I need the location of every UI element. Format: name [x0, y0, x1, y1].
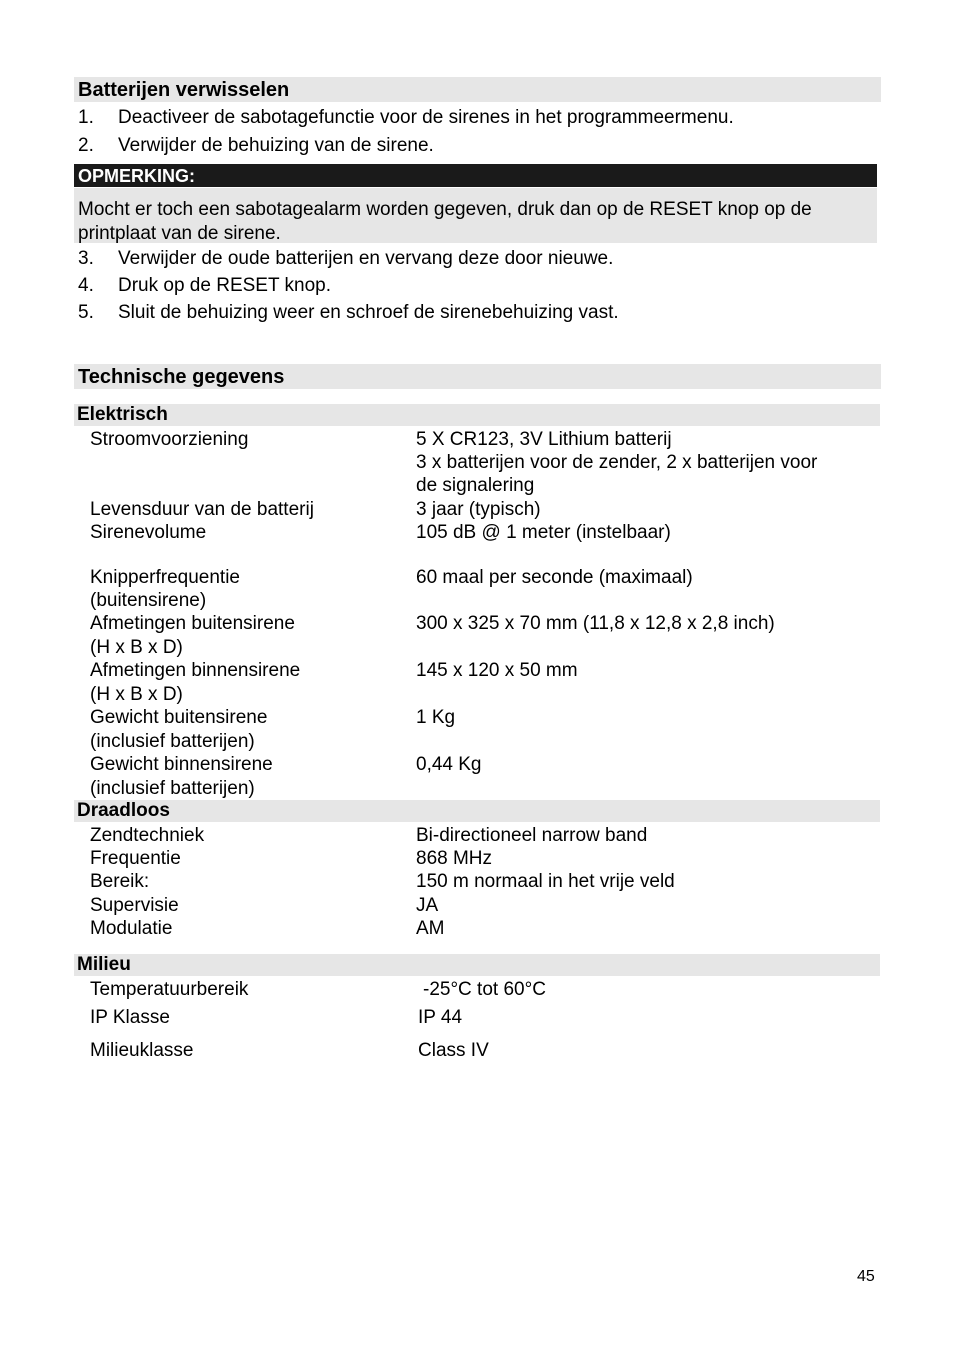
spec-label: Temperatuurbereik — [90, 979, 249, 1000]
spec-label: Afmetingen buitensirene — [90, 613, 295, 634]
section-heading-battery: Batterijen verwisselen — [74, 77, 881, 102]
spec-value: 300 x 325 x 70 mm (11,8 x 12,8 x 2,8 inch) — [416, 613, 775, 634]
note-title: OPMERKING: — [74, 164, 877, 187]
spec-value: JA — [416, 895, 439, 916]
list-item — [78, 247, 878, 271]
spec-label: Sirenevolume — [90, 522, 207, 543]
spec-value: 60 maal per seconde (maximaal) — [416, 567, 693, 588]
spec-value: -25°C tot 60°C — [423, 979, 546, 1000]
page-number: 45 — [857, 1268, 875, 1285]
note-text: Mocht er toch een sabotagealarm worden gegeven, druk dan op de RESET knop op de printplaat van de sirene. — [74, 188, 877, 243]
subheading-wireless: Draadloos — [74, 800, 880, 822]
spec-label: Gewicht buitensirene — [90, 707, 268, 728]
spec-label: (H x B x D) — [90, 684, 183, 705]
spec-label: (inclusief batterijen) — [90, 778, 255, 799]
spec-value: AM — [416, 918, 445, 939]
spec-label: Supervisie — [90, 895, 179, 916]
spec-value: 150 m normaal in het vrije veld — [416, 871, 675, 892]
list-number: 4. — [78, 275, 94, 296]
spec-label: Gewicht binnensirene — [90, 754, 273, 775]
spec-label: Levensduur van de batterij — [90, 499, 314, 520]
spec-value: 3 jaar (typisch) — [416, 499, 541, 520]
list-text: Druk op de RESET knop. — [118, 275, 331, 296]
spec-label: Modulatie — [90, 918, 173, 939]
spec-label: (inclusief batterijen) — [90, 731, 255, 752]
spec-label: Afmetingen binnensirene — [90, 660, 301, 681]
subheading-environment: Milieu — [74, 954, 880, 976]
list-number: 5. — [78, 302, 94, 323]
list-text: Verwijder de oude batterijen en vervang deze door nieuwe. — [118, 248, 614, 269]
spec-label: (H x B x D) — [90, 637, 183, 658]
spec-value: Bi-directioneel narrow band — [416, 825, 648, 846]
spec-label: IP Klasse — [90, 1007, 170, 1028]
subheading-electrical: Elektrisch — [74, 404, 880, 426]
list-text: Verwijder de behuizing van de sirene. — [118, 135, 434, 156]
spec-label: Knipperfrequentie — [90, 567, 240, 588]
section-heading-tech: Technische gegevens — [74, 364, 881, 389]
spec-label: Milieuklasse — [90, 1040, 194, 1061]
spec-value: 5 X CR123, 3V Lithium batterij — [416, 429, 672, 450]
list-number: 2. — [78, 135, 94, 156]
spec-value: 868 MHz — [416, 848, 493, 869]
spec-label: (buitensirene) — [90, 590, 207, 611]
list-item — [78, 134, 878, 158]
spec-value: de signalering — [416, 475, 535, 496]
list-item — [78, 274, 878, 298]
spec-value: 145 x 120 x 50 mm — [416, 660, 578, 681]
list-text: Deactiveer de sabotagefunctie voor de sirenes in het programmeermenu. — [118, 107, 734, 128]
spec-label: Stroomvoorziening — [90, 429, 249, 450]
spec-value: IP 44 — [418, 1007, 463, 1028]
list-number: 1. — [78, 107, 94, 128]
spec-value: 105 dB @ 1 meter (instelbaar) — [416, 522, 671, 543]
spec-value: Class IV — [418, 1040, 489, 1061]
list-item — [78, 301, 878, 325]
spec-label: Zendtechniek — [90, 825, 205, 846]
spec-value: 3 x batterijen voor de zender, 2 x batterijen voor — [416, 452, 818, 473]
list-text: Sluit de behuizing weer en schroef de sirenebehuizing vast. — [118, 302, 619, 323]
spec-label: Frequentie — [90, 848, 181, 869]
spec-value: 1 Kg — [416, 707, 456, 728]
spec-label: Bereik: — [90, 871, 150, 892]
list-item — [78, 106, 878, 130]
list-number: 3. — [78, 248, 94, 269]
spec-value: 0,44 Kg — [416, 754, 482, 775]
